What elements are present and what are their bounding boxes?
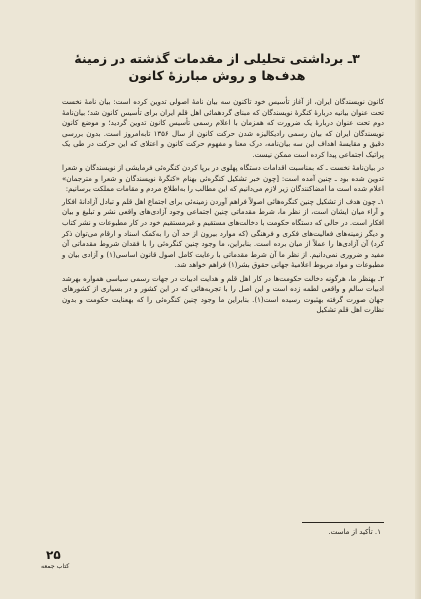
page-number: ۲۵ [46,548,61,562]
footnote: ۱. تأکید از ماست. [328,527,381,536]
paragraph-point-2: ۲ـ بهنظر ما، هرگونه دخالت حکومت‌ها در کار اهل قلم و هدایت ادبیات در جهات رسمی سیاسی همواره بهرشد ادبیات سالم و واقعی لطمه زده است و این اصل را با تجربه‌هائی که در این کشور و در بسیاری از کشورهای جهان صورت گرفته بهثبوت رسیده است(۱). بنابراین ما وجود چنین کنگره‌ئی را که بهعنایت حکومت و بدون نظارت اهل قلم تشکیل [62,273,384,315]
body-text [62,97,384,318]
page-edge-shadow [415,0,421,599]
paragraph-point-1: ۱ـ چون هدف از تشکیل چنین کنگره‌هائی اصولاً فراهم آوردن زمینه‌ئی برای اجتماع اهل قلم و تبادل آزادانهٔ افکار و آراء میان ایشان است، از نظر ما، شرط مقدماتی چنین اجتماعی وجود آزادی‌های واقعی نشر و تبلیغ و بیان افکار است. در حالی که دستگاه حکومت با دخالت‌های مستقیم و غیرمستقیم خود در کار مطبوعات و نشر کتاب و دیگر زمینه‌های فعالیت‌های فکری و فرهنگی (که موارد بیرون از حد آن را به‌کمک اسناد و ارقام می‌توان ذکر کرد) آن آزادی‌ها را عملاً از میان برده است. بنابراین، ما وجود چنین کنگره‌ئی را با فقدان شروط مقدماتی آن مفید و ضروری نمی‌دانیم. از نظر ما آن شرط مقدماتی با رعایت کامل اصول قانون اساسی(۱) و آزادی بیان و مطبوعات و مواد مربوط اعلامیهٔ جهانی حقوق بشر(۱) فراهم خواهد شد. [62,196,384,270]
section-title: ۳ـ برداشتی تحلیلی از مقدمات گذشته در زمینهٔ هدف‌ها و روش مبارزهٔ کانون [74,51,360,83]
book-label: کتاب جمعه [41,563,70,570]
paragraph-intro: کانون نویسندگان ایران، از آغاز تأسیس خود تاکنون سه بیان نامهٔ اصولی تدوین کرده است: بیان نامهٔ نخست تحت عنوان بیانیه دربارهٔ کنگرهٔ نویسندگان که مبنای گردهمائی اهل قلم ایران برای تأسیس کانون شد؛ بیان‌نامهٔ دوم تحت عنوان دربارهٔ یک ضرورت که همزمان با اعلام رسمی تأسیس کانون تدوین گردید؛ و موضع کانون نویسندگان ایران که بیان رسمی رادیکالیزه شدن حرکت کانون از سال ۱۳۵۶ تابه‌امروز است. بدون بررسی دقیق و مقایسهٔ اهداف این سه بیان‌نامه، درک معنا و مفهوم حرکت کانون و اعتلای که این حرکت در طی یک پراتیک اجتماعی پیدا کرده است ممکن نیست. [62,97,384,159]
footnote-separator [302,522,384,523]
paragraph-first-statement: در بیان‌نامهٔ نخست ـ که بمناسبت اقدامات دستگاه پهلوی در برپا کردن کنگره‌ئی فرمایشی از نویسندگان و شعرا تدوین شده بود ـ چنین آمده است: [چون خبر تشکیل کنگره‌ئی بهنام «کنگرهٔ نویسندگان و شعرا و مترجمان» اعلام شده است ما امضاکنندگان زیر لازم می‌دانیم که این مطالب را به‌اطلاع مردم و مقامات مملکت برسانیم: [62,163,384,194]
